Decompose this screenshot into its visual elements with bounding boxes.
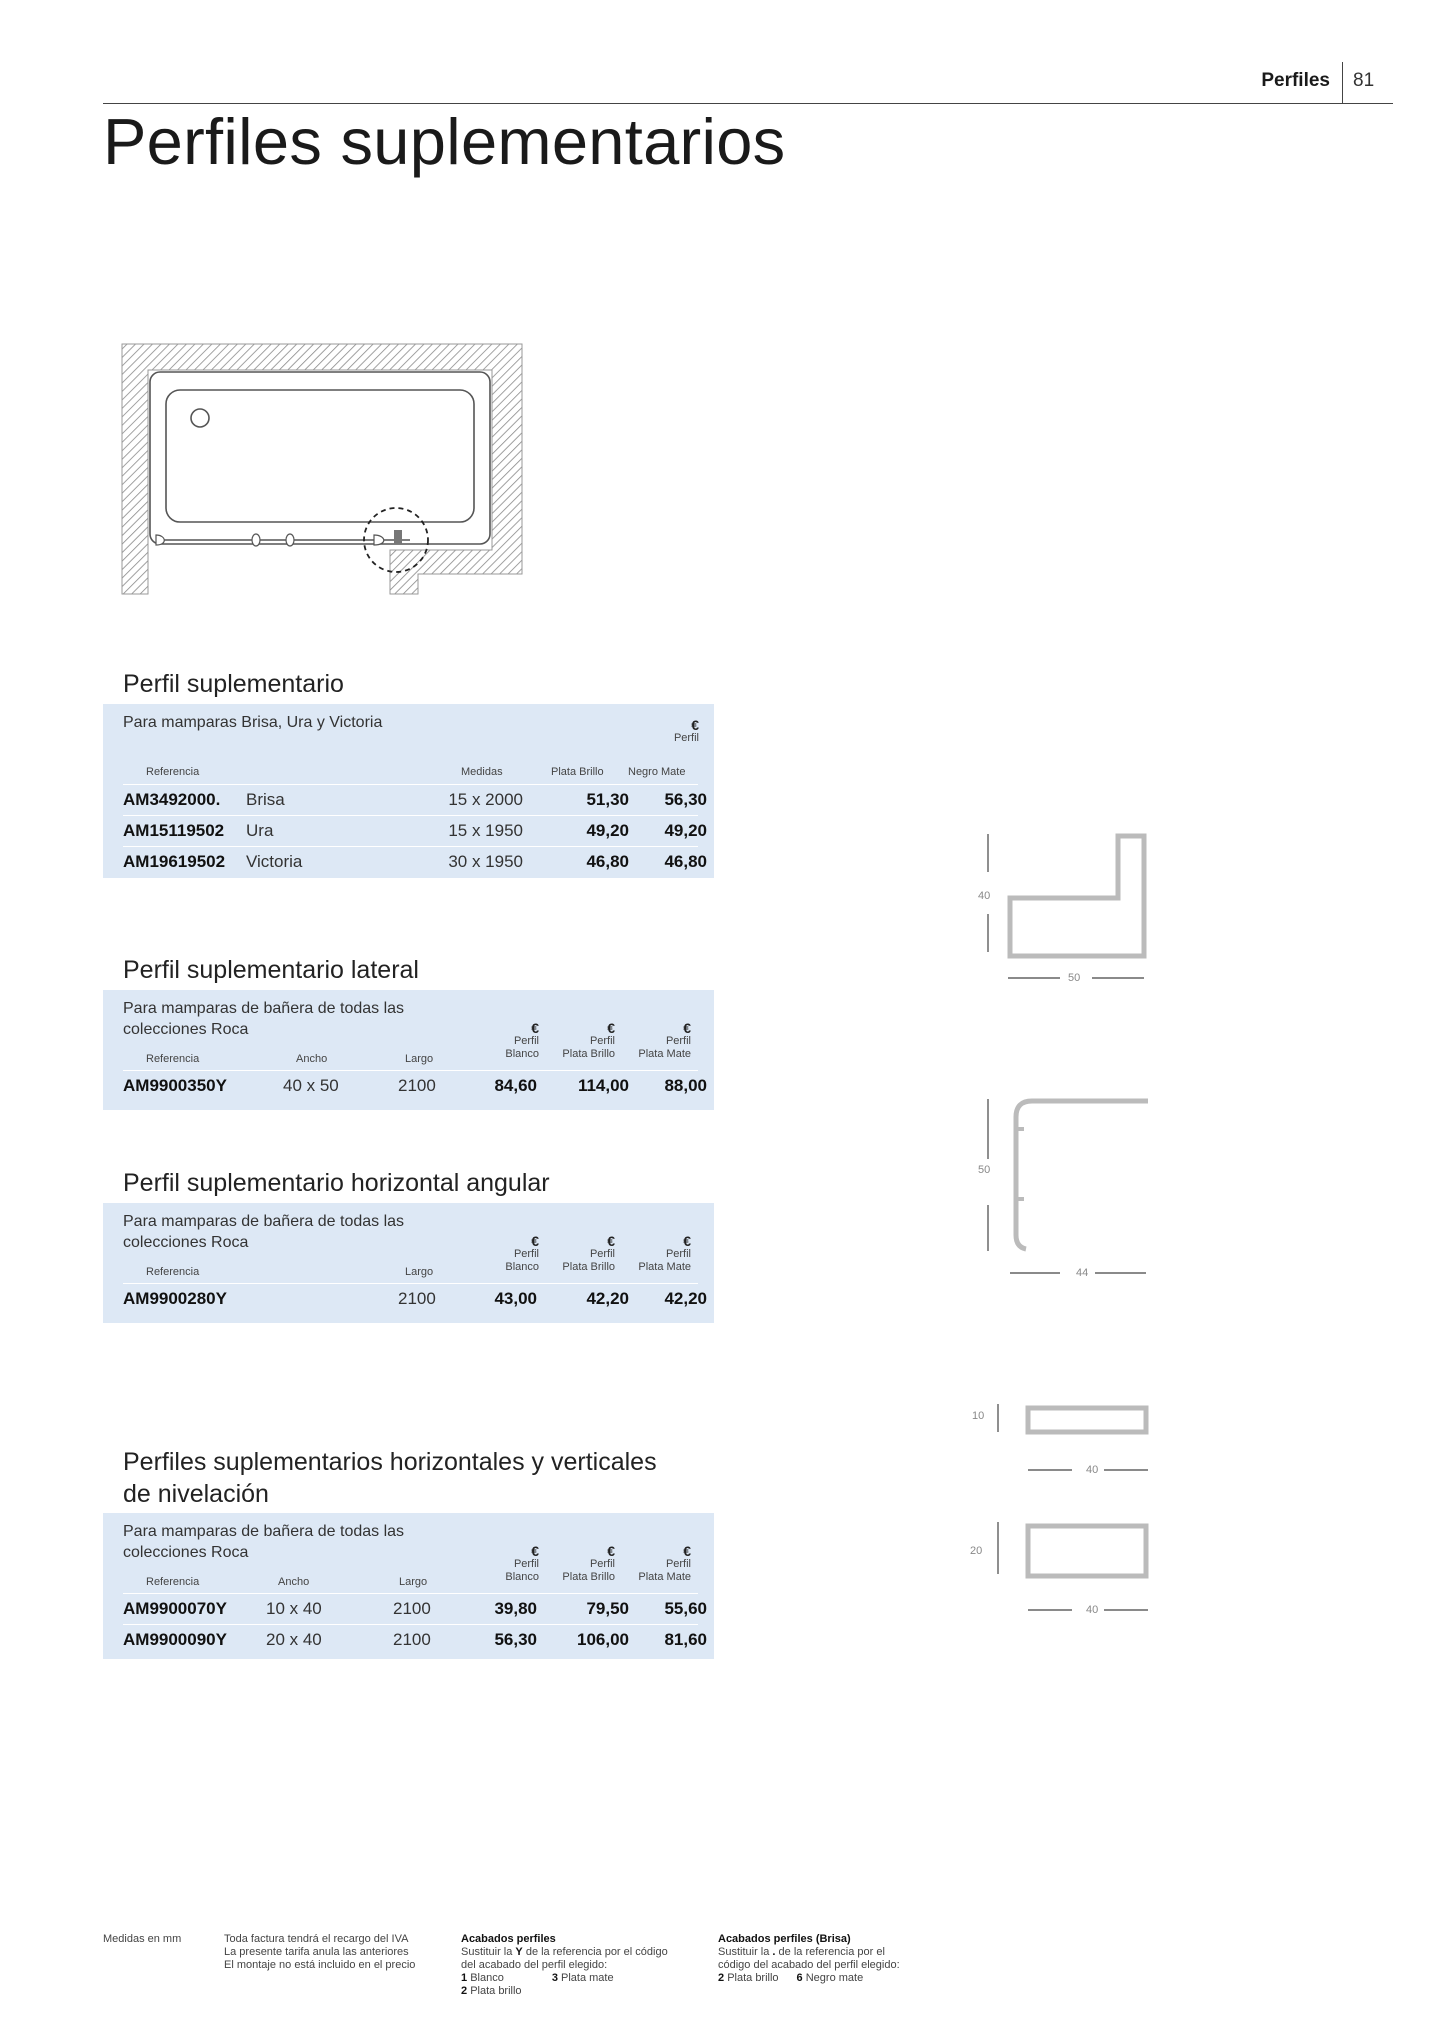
table-row <box>123 846 707 878</box>
price-blanco: 39,80 <box>494 1599 537 1618</box>
price-negro-mate: 49,20 <box>664 821 707 840</box>
price-negro-mate: 46,80 <box>664 852 707 871</box>
table-row <box>123 815 707 847</box>
section-name: Perfiles <box>1261 70 1330 91</box>
model-name: Brisa <box>246 790 285 809</box>
dimension-width: 44 <box>1076 1267 1089 1279</box>
col-header-largo: Largo <box>405 1053 434 1065</box>
footer-option: Plata brillo <box>470 1985 522 1997</box>
ancho-value: 10 x 40 <box>266 1599 322 1618</box>
price-plata-mate: 55,60 <box>664 1599 707 1618</box>
footer-note: Toda factura tendrá el recargo del IVA <box>224 1933 409 1945</box>
ref-code: AM9900090Y <box>123 1630 227 1649</box>
footer-option: Plata mate <box>561 1972 614 1984</box>
footer-code: 6 <box>796 1972 803 1984</box>
footer-text: de la referencia por el código <box>522 1946 668 1958</box>
price-plata-mate: 42,20 <box>664 1289 707 1308</box>
profile-drawing-lateral <box>960 830 1160 990</box>
currency-symbol: € <box>607 1543 615 1559</box>
dimension-width: 40 <box>1086 1464 1099 1476</box>
currency-symbol: € <box>531 1543 539 1559</box>
currency-symbol: € <box>531 1020 539 1036</box>
currency-unit: Perfil <box>673 732 699 744</box>
price-plata-brillo: 114,00 <box>577 1076 629 1095</box>
currency-header-plata-brillo <box>545 1022 615 1061</box>
dimension-width: 40 <box>1086 1604 1099 1616</box>
ref-code: AM9900280Y <box>123 1289 227 1308</box>
currency-unit: Perfil <box>513 1558 539 1570</box>
footer-code: 2 <box>461 1985 468 1997</box>
size-value: 15 x 2000 <box>448 790 523 809</box>
col-header-referencia: Referencia <box>146 1266 200 1278</box>
section-title-horizontal-angular: Perfil suplementario horizontal angular <box>123 1169 550 1197</box>
footer-text: Sustituir la <box>461 1946 516 1958</box>
footer-finishes <box>461 1933 668 1998</box>
footer-text: del acabado del perfil elegido: <box>461 1959 608 1971</box>
largo-value: 2100 <box>393 1630 431 1649</box>
col-header-largo: Largo <box>405 1266 434 1278</box>
col-header-plata-mate: Plata Mate <box>638 1048 691 1060</box>
currency-symbol: € <box>607 1233 615 1249</box>
table-row <box>123 1593 707 1625</box>
price-table-perfil-suplementario <box>103 704 714 878</box>
table-row <box>123 1283 707 1315</box>
currency-header-plata-mate <box>621 1545 691 1584</box>
currency-unit: Perfil <box>665 1248 691 1260</box>
table-row <box>123 784 707 816</box>
currency-symbol: € <box>683 1543 691 1559</box>
currency-unit: Perfil <box>513 1035 539 1047</box>
model-name: Victoria <box>246 852 303 871</box>
col-header-blanco: Blanco <box>505 1048 539 1060</box>
col-header-referencia: Referencia <box>146 766 200 778</box>
price-plata-brillo: 51,30 <box>586 790 629 809</box>
footer-note: El montaje no está incluido en el precio <box>224 1959 416 1971</box>
dimension-height: 20 <box>970 1545 983 1557</box>
col-header-largo: Largo <box>399 1576 428 1588</box>
ancho-value: 40 x 50 <box>283 1076 339 1095</box>
largo-value: 2100 <box>398 1076 436 1095</box>
currency-unit: Perfil <box>513 1248 539 1260</box>
footer-option: Plata brillo <box>727 1972 779 1984</box>
currency-header-blanco <box>489 1022 539 1061</box>
col-header-blanco: Blanco <box>505 1571 539 1583</box>
ref-code: AM9900350Y <box>123 1076 227 1095</box>
col-header-blanco: Blanco <box>505 1261 539 1273</box>
largo-value: 2100 <box>393 1599 431 1618</box>
footer-code: 2 <box>718 1972 725 1984</box>
col-header-medidas: Medidas <box>461 766 503 778</box>
price-plata-brillo: 106,00 <box>577 1630 629 1649</box>
profile-drawing-10x40 <box>960 1400 1160 1480</box>
table-row <box>123 1070 707 1102</box>
bathtub-plan-diagram <box>120 342 530 600</box>
currency-symbol: € <box>683 1020 691 1036</box>
col-header-referencia: Referencia <box>146 1576 200 1588</box>
footer-finishes-title: Acabados perfiles <box>461 1933 556 1945</box>
price-plata-mate: 81,60 <box>664 1630 707 1649</box>
col-header-referencia: Referencia <box>146 1053 200 1065</box>
dimension-height: 40 <box>978 890 991 902</box>
section-title-line-2: de nivelación <box>123 1480 269 1508</box>
ref-code: AM15119502 <box>123 821 225 840</box>
col-header-plata-mate: Plata Mate <box>638 1571 691 1583</box>
table-intro: Para mamparas de bañera de todas las colecciones Roca <box>123 1213 405 1251</box>
currency-header <box>673 719 699 745</box>
price-table-nivelacion <box>103 1513 714 1659</box>
currency-symbol: € <box>691 717 699 733</box>
currency-unit: Perfil <box>665 1558 691 1570</box>
currency-unit: Perfil <box>589 1035 615 1047</box>
section-title-line-1: Perfiles suplementarios horizontales y verticales <box>123 1448 657 1476</box>
ref-code: AM19619502 <box>123 852 226 871</box>
footer-option: Negro mate <box>805 1972 864 1984</box>
col-header-plata-brillo: Plata Brillo <box>562 1571 615 1583</box>
ref-code: AM3492000. <box>123 790 221 809</box>
col-header-plata-brillo: Plata Brillo <box>562 1048 615 1060</box>
currency-header-blanco <box>489 1545 539 1584</box>
footer-code: . <box>772 1946 776 1958</box>
ref-code: AM9900070Y <box>123 1599 227 1618</box>
ancho-value: 20 x 40 <box>266 1630 322 1649</box>
largo-value: 2100 <box>398 1289 436 1308</box>
price-blanco: 56,30 <box>494 1630 537 1649</box>
dimension-height: 50 <box>978 1164 991 1176</box>
price-plata-brillo: 46,80 <box>586 852 629 871</box>
price-plata-mate: 88,00 <box>664 1076 707 1095</box>
price-plata-brillo: 49,20 <box>586 821 629 840</box>
currency-symbol: € <box>607 1020 615 1036</box>
footer-code: 3 <box>551 1972 558 1984</box>
footer-text: de la referencia por el <box>775 1946 885 1958</box>
footer-option: Blanco <box>470 1972 504 1984</box>
currency-symbol: € <box>531 1233 539 1249</box>
footer-code: 1 <box>461 1972 468 1984</box>
currency-unit: Perfil <box>589 1558 615 1570</box>
table-intro: Para mamparas de bañera de todas las colecciones Roca <box>123 1523 405 1561</box>
col-header-plata-mate: Plata Mate <box>638 1261 691 1273</box>
price-plata-brillo: 42,20 <box>586 1289 629 1308</box>
profile-drawing-angular <box>960 1095 1160 1285</box>
currency-header-plata-brillo <box>545 1545 615 1584</box>
table-intro: Para mamparas de bañera de todas las colecciones Roca <box>123 1000 405 1038</box>
price-plata-brillo: 79,50 <box>586 1599 629 1618</box>
col-header-ancho: Ancho <box>278 1576 310 1588</box>
col-header-negro-mate: Negro Mate <box>628 766 686 778</box>
section-title-perfil-lateral: Perfil suplementario lateral <box>123 956 419 984</box>
price-table-perfil-lateral <box>103 990 714 1110</box>
col-header-plata-brillo: Plata Brillo <box>562 1261 615 1273</box>
footer-finishes-brisa <box>718 1933 900 1985</box>
dimension-width: 50 <box>1068 972 1081 984</box>
price-blanco: 43,00 <box>494 1289 537 1308</box>
size-value: 15 x 1950 <box>448 821 523 840</box>
currency-unit: Perfil <box>589 1248 615 1260</box>
price-table-horizontal-angular <box>103 1203 714 1323</box>
currency-header-plata-mate <box>621 1022 691 1061</box>
footer-text: código del acabado del perfil elegido: <box>718 1959 900 1971</box>
col-header-plata-brillo: Plata Brillo <box>551 766 604 778</box>
price-negro-mate: 56,30 <box>664 790 707 809</box>
header-divider <box>1342 62 1343 103</box>
footer-code: Y <box>515 1946 523 1958</box>
currency-header-blanco <box>489 1235 539 1274</box>
profile-drawing-20x40 <box>960 1518 1160 1628</box>
section-title-nivelacion <box>123 1446 657 1510</box>
footer-notes <box>224 1933 415 1972</box>
page-number: 81 <box>1353 70 1375 91</box>
table-row <box>123 1624 707 1656</box>
footer-brisa-title: Acabados perfiles (Brisa) <box>718 1933 851 1945</box>
currency-header-plata-mate <box>621 1235 691 1274</box>
footer-note: La presente tarifa anula las anteriores <box>224 1946 409 1958</box>
footer-text: Sustituir la <box>718 1946 773 1958</box>
footer-units: Medidas en mm <box>103 1933 182 1945</box>
section-title-perfil-suplementario: Perfil suplementario <box>123 670 344 698</box>
model-name: Ura <box>246 821 274 840</box>
currency-header-plata-brillo <box>545 1235 615 1274</box>
currency-symbol: € <box>683 1233 691 1249</box>
dimension-height: 10 <box>972 1410 985 1422</box>
size-value: 30 x 1950 <box>448 852 523 871</box>
col-header-ancho: Ancho <box>296 1053 328 1065</box>
currency-unit: Perfil <box>665 1035 691 1047</box>
table-intro: Para mamparas Brisa, Ura y Victoria <box>123 714 383 731</box>
price-blanco: 84,60 <box>494 1076 537 1095</box>
page-title: Perfiles suplementarios <box>103 105 786 178</box>
